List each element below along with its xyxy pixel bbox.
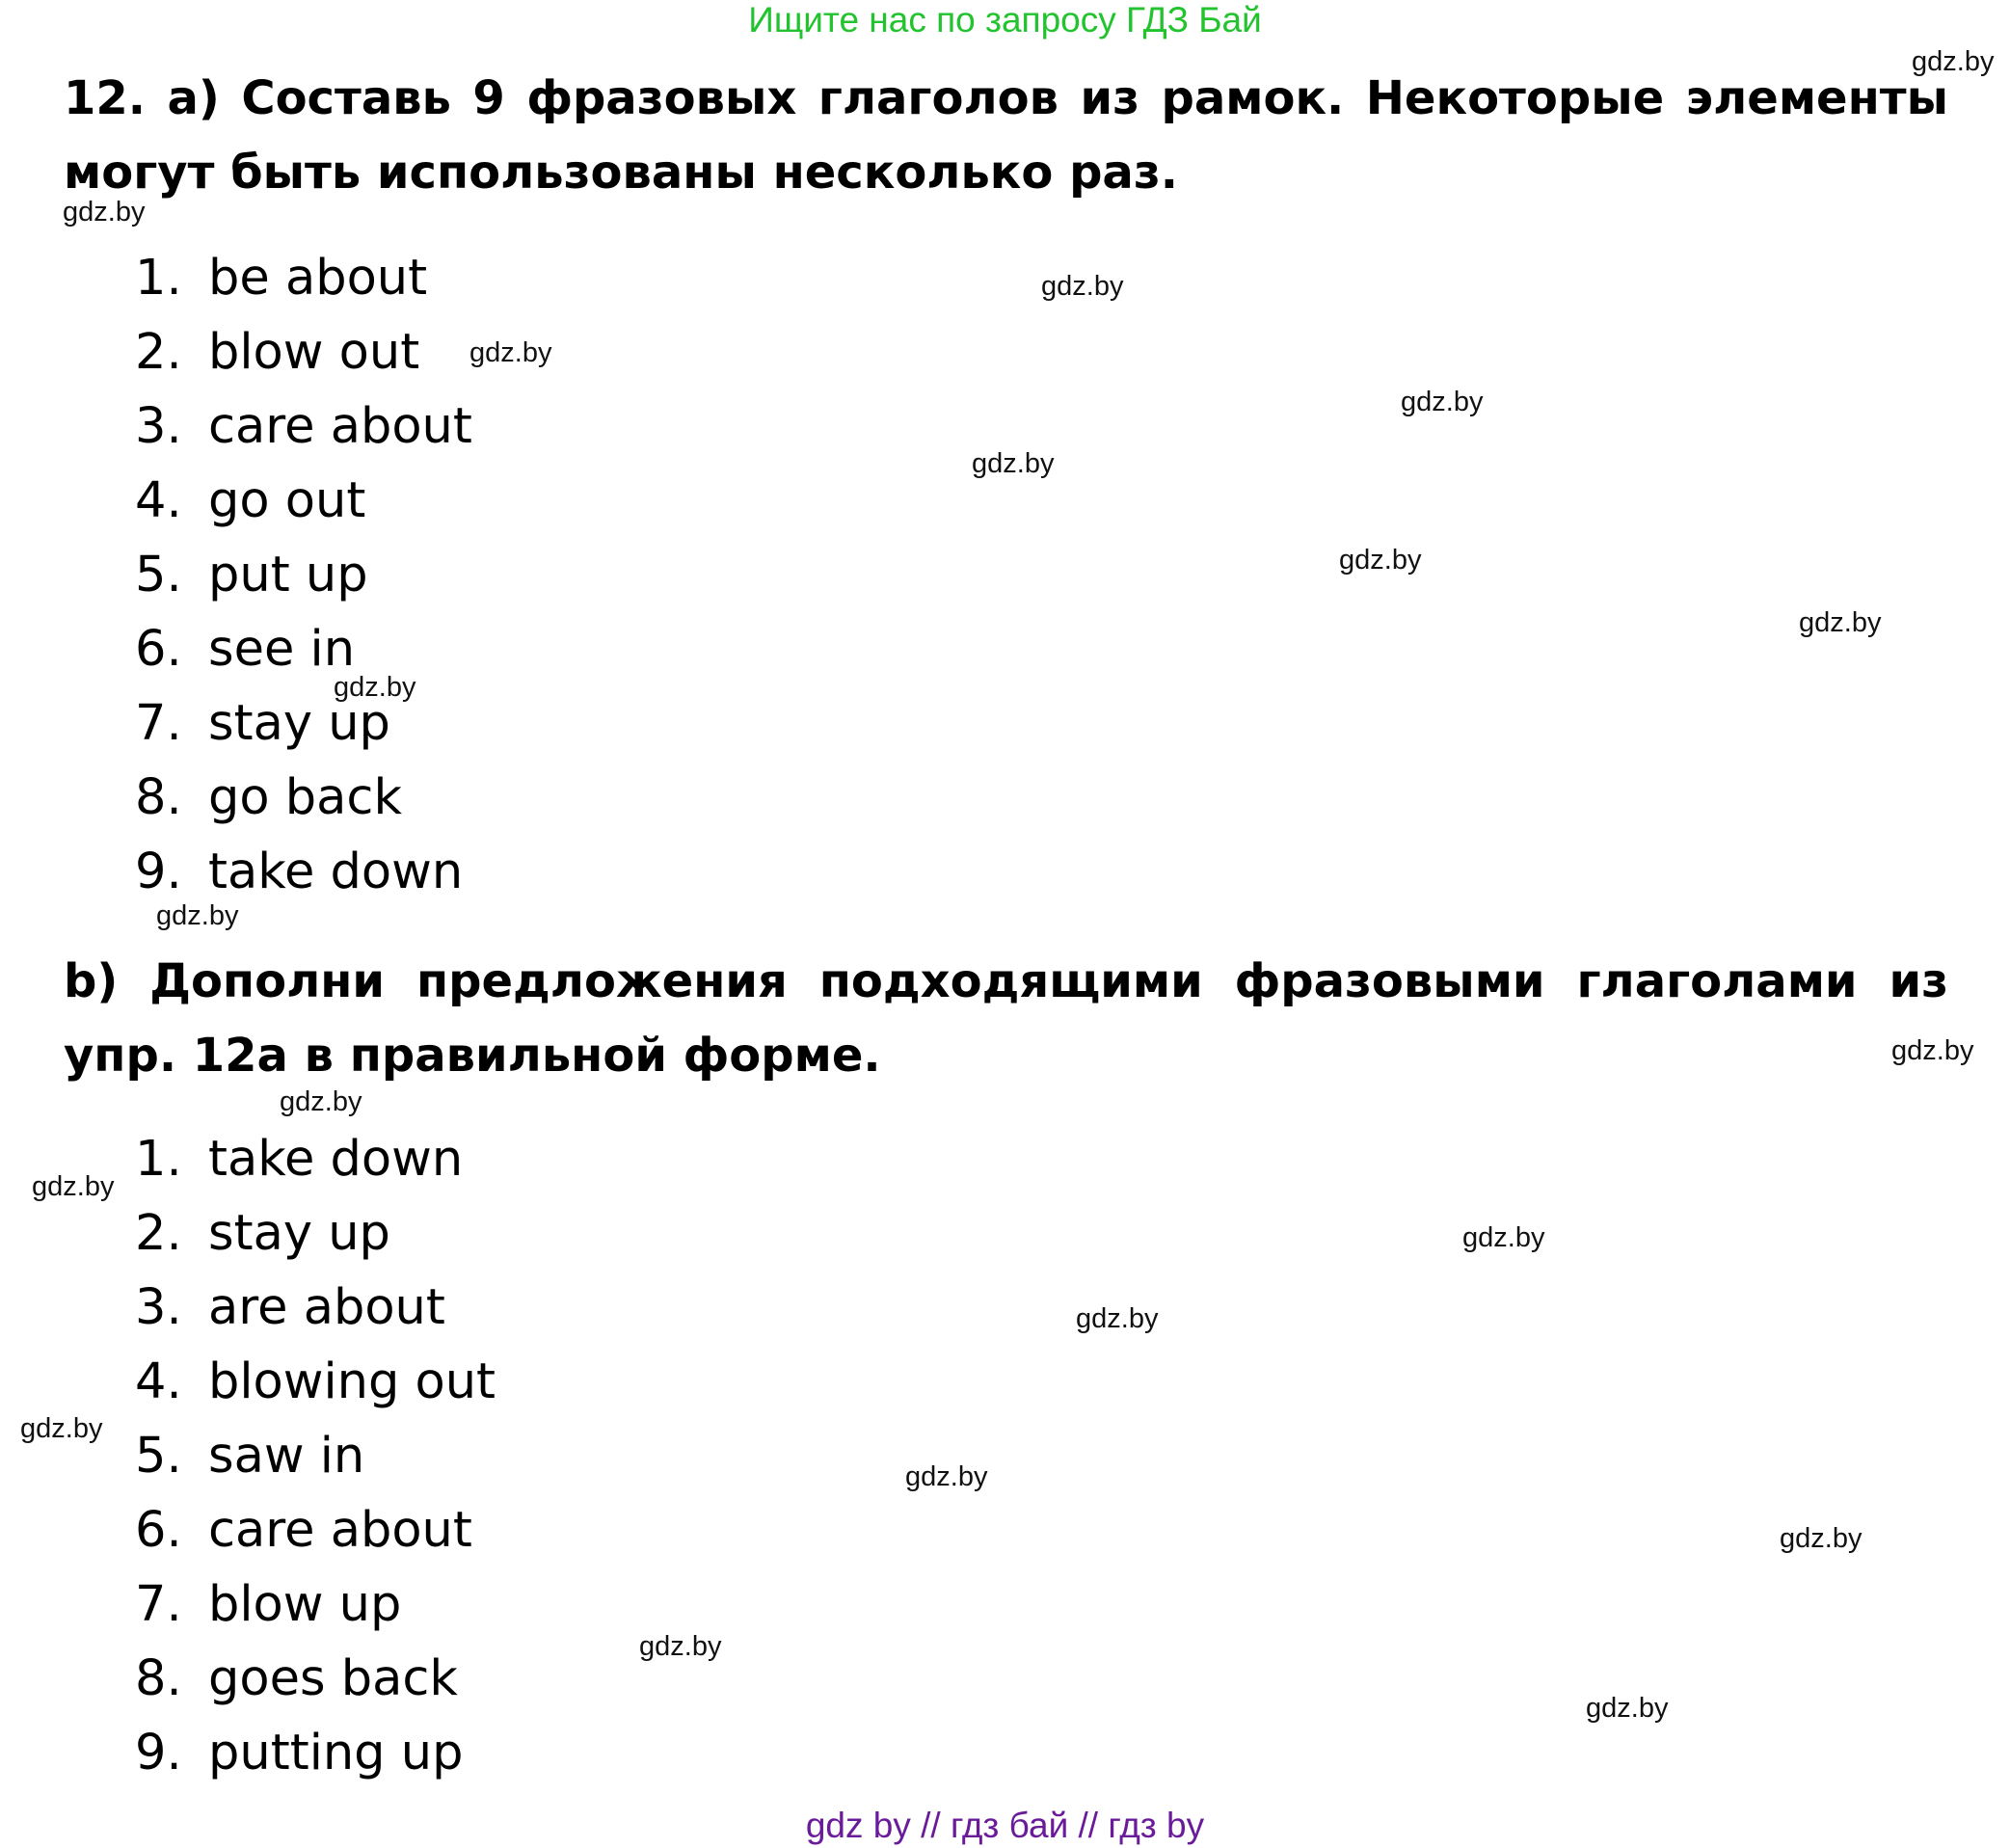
item-text: saw in bbox=[208, 1428, 365, 1485]
item-text: go back bbox=[208, 769, 402, 826]
watermark: gdz.by bbox=[1041, 271, 1124, 302]
task-a-heading: 12. a) Составь 9 фразовых глаголов из рамок. Некоторые элементы могут быть использованы несколько раз. bbox=[64, 71, 1948, 200]
item-number: 3. bbox=[135, 398, 182, 455]
item-number: 5. bbox=[135, 1428, 182, 1485]
list-item bbox=[135, 1567, 401, 1642]
search-banner: Ищите нас по запросу ГДЗ Бай bbox=[748, 0, 1262, 40]
list-item bbox=[135, 1716, 463, 1790]
item-number: 9. bbox=[135, 1725, 182, 1781]
list-item bbox=[135, 464, 365, 538]
item-number: 6. bbox=[135, 621, 182, 678]
watermark: gdz.by bbox=[334, 672, 416, 703]
item-number: 7. bbox=[135, 1576, 182, 1633]
list-item bbox=[135, 1493, 472, 1567]
item-number: 8. bbox=[135, 1650, 182, 1707]
watermark: gdz.by bbox=[469, 337, 552, 368]
list-item bbox=[135, 241, 427, 315]
watermark: gdz.by bbox=[1780, 1523, 1863, 1554]
item-number: 7. bbox=[135, 695, 182, 752]
list-item bbox=[135, 538, 368, 612]
item-number: 6. bbox=[135, 1502, 182, 1559]
item-text: take down bbox=[208, 844, 464, 900]
item-text: putting up bbox=[208, 1725, 464, 1781]
item-text: stay up bbox=[208, 1205, 390, 1262]
item-text: are about bbox=[208, 1279, 445, 1336]
watermark: gdz.by bbox=[639, 1631, 722, 1662]
watermark: gdz.by bbox=[20, 1413, 103, 1444]
item-text: put up bbox=[208, 547, 368, 603]
task-b-heading: b) Дополни предложения подходящими фразовыми глаголами из упр. 12a в правильной форме. bbox=[64, 954, 1948, 1083]
list-item bbox=[135, 612, 355, 686]
list-item bbox=[135, 835, 463, 909]
list-item bbox=[135, 315, 419, 389]
item-number: 4. bbox=[135, 1353, 182, 1410]
item-number: 1. bbox=[135, 250, 182, 307]
list-item bbox=[135, 1345, 496, 1419]
list-item bbox=[135, 1271, 445, 1345]
item-number: 4. bbox=[135, 472, 182, 529]
watermark: gdz.by bbox=[1891, 1035, 1974, 1066]
item-text: go out bbox=[208, 472, 366, 529]
watermark: gdz.by bbox=[156, 900, 239, 931]
list-item bbox=[135, 1196, 390, 1271]
item-number: 9. bbox=[135, 844, 182, 900]
item-number: 1. bbox=[135, 1131, 182, 1188]
item-text: stay up bbox=[208, 695, 390, 752]
item-number: 8. bbox=[135, 769, 182, 826]
watermark: gdz.by bbox=[1799, 607, 1882, 638]
watermark: gdz.by bbox=[1076, 1303, 1159, 1334]
watermark: gdz.by bbox=[905, 1461, 988, 1492]
list-item bbox=[135, 761, 402, 835]
item-number: 3. bbox=[135, 1279, 182, 1336]
list-item bbox=[135, 1122, 463, 1196]
watermark: gdz.by bbox=[972, 448, 1055, 479]
item-text: care about bbox=[208, 398, 472, 455]
list-item bbox=[135, 1419, 364, 1493]
item-text: see in bbox=[208, 621, 356, 678]
item-text: goes back bbox=[208, 1650, 458, 1707]
watermark: gdz.by bbox=[1339, 545, 1422, 576]
watermark: gdz.by bbox=[1462, 1222, 1545, 1253]
item-number: 2. bbox=[135, 1205, 182, 1262]
watermark: gdz.by bbox=[1912, 46, 1995, 77]
footer-links: gdz by // гдз бай // гдз by bbox=[805, 1806, 1205, 1845]
item-number: 5. bbox=[135, 547, 182, 603]
item-number: 2. bbox=[135, 324, 182, 381]
item-text: blowing out bbox=[208, 1353, 496, 1410]
watermark: gdz.by bbox=[1586, 1693, 1669, 1724]
watermark: gdz.by bbox=[280, 1086, 362, 1117]
list-item bbox=[135, 1642, 458, 1716]
watermark: gdz.by bbox=[1401, 387, 1484, 417]
item-text: take down bbox=[208, 1131, 464, 1188]
item-text: blow up bbox=[208, 1576, 402, 1633]
item-text: care about bbox=[208, 1502, 472, 1559]
list-item bbox=[135, 389, 472, 464]
watermark: gdz.by bbox=[63, 197, 146, 228]
item-text: be about bbox=[208, 250, 428, 307]
item-text: blow out bbox=[208, 324, 420, 381]
watermark: gdz.by bbox=[32, 1171, 115, 1202]
